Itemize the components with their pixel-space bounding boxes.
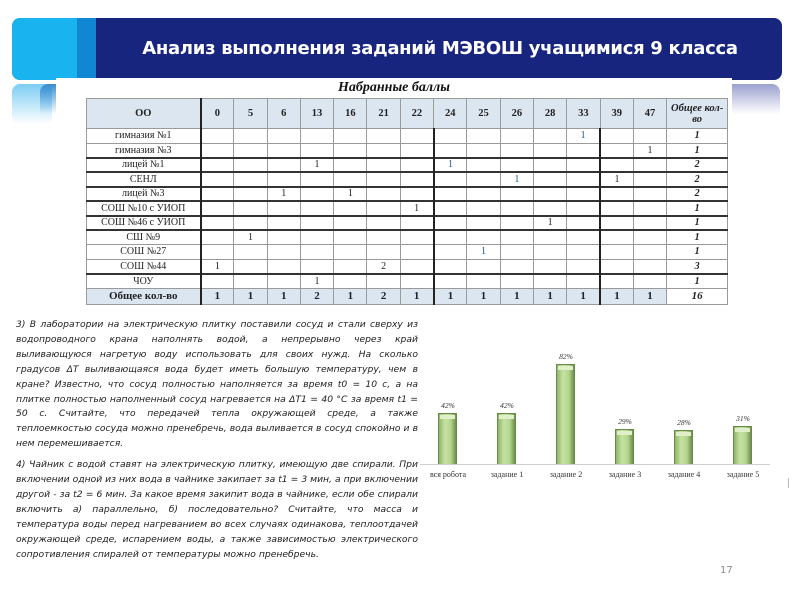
table-row [87, 172, 728, 187]
score-cell [201, 216, 234, 231]
row-school-name: СЕНЛ [87, 172, 201, 187]
score-cell [500, 259, 533, 274]
table-row [87, 201, 728, 216]
score-cell [334, 129, 367, 144]
category-label: задание 2 [549, 470, 583, 479]
score-cell [467, 129, 500, 144]
score-cell [500, 201, 533, 216]
bar-value-label: 42% [500, 400, 514, 410]
score-cell [367, 158, 400, 173]
column-header: 26 [500, 99, 533, 129]
score-cell [234, 245, 267, 260]
score-cell [400, 259, 433, 274]
score-cell [267, 201, 300, 216]
score-cell [434, 187, 467, 202]
score-cell [367, 172, 400, 187]
score-cell [500, 158, 533, 173]
slide-title: Анализ выполнения заданий МЭВОШ учащимися 9 класса [142, 38, 738, 59]
score-cell [533, 201, 566, 216]
row-total: 1 [667, 274, 728, 289]
score-cell [300, 129, 333, 144]
table-row [87, 129, 728, 144]
summary-cell: 1 [201, 288, 234, 304]
scores-table-panel [56, 78, 732, 308]
column-header: Общее кол-во [667, 99, 728, 129]
score-cell [267, 216, 300, 231]
score-cell [600, 201, 633, 216]
score-cell [500, 143, 533, 158]
column-header: 6 [267, 99, 300, 129]
score-cell [533, 274, 566, 289]
table-row [87, 245, 728, 260]
score-cell [633, 274, 666, 289]
row-school-name: гимназия №1 [87, 129, 201, 144]
score-cell [267, 274, 300, 289]
bar-value-label: 42% [441, 400, 455, 410]
score-cell [267, 245, 300, 260]
score-cell [300, 201, 333, 216]
score-cell [334, 172, 367, 187]
column-header: 0 [201, 99, 234, 129]
summary-cell: 2 [300, 288, 333, 304]
score-cell [367, 187, 400, 202]
summary-cell: 1 [400, 288, 433, 304]
score-cell [567, 143, 600, 158]
row-school-name: СОШ №27 [87, 245, 201, 260]
score-cell [367, 216, 400, 231]
score-cell [600, 259, 633, 274]
score-cell [300, 216, 333, 231]
score-cell [334, 201, 367, 216]
column-header: 47 [633, 99, 666, 129]
category-label: вся робота [429, 470, 467, 479]
summary-cell: 1 [467, 288, 500, 304]
score-cell [567, 158, 600, 173]
score-cell: 1 [400, 201, 433, 216]
score-cell [567, 187, 600, 202]
row-school-name: СОШ №44 [87, 259, 201, 274]
score-cell [533, 143, 566, 158]
table-title: Набранные баллы [338, 80, 450, 95]
row-school-name: лицей №1 [87, 158, 201, 173]
category-label: задание 3 [608, 470, 642, 479]
score-cell [400, 129, 433, 144]
score-cell [467, 259, 500, 274]
table-row [87, 216, 728, 231]
header-reflection-right [730, 84, 780, 114]
chart-bar [497, 413, 516, 464]
row-total: 1 [667, 245, 728, 260]
score-cell [234, 201, 267, 216]
row-school-name: ЧОУ [87, 274, 201, 289]
score-cell: 1 [300, 158, 333, 173]
score-cell [500, 274, 533, 289]
score-cell [201, 230, 234, 245]
category-label: задание 1 [490, 470, 524, 479]
score-cell [434, 245, 467, 260]
row-school-name: лицей №3 [87, 187, 201, 202]
score-cell [533, 259, 566, 274]
score-cell [434, 230, 467, 245]
score-cell [567, 216, 600, 231]
score-cell [267, 230, 300, 245]
score-cell [434, 172, 467, 187]
score-cell [567, 201, 600, 216]
row-total: 1 [667, 129, 728, 144]
score-cell [467, 230, 500, 245]
score-cell [300, 230, 333, 245]
score-cell [234, 143, 267, 158]
score-cell [400, 143, 433, 158]
score-cell [234, 259, 267, 274]
summary-cell: 1 [533, 288, 566, 304]
chart-bar [556, 364, 575, 464]
score-cell: 1 [234, 230, 267, 245]
summary-label: Общее кол-во [87, 288, 201, 304]
score-cell [633, 259, 666, 274]
table-row [87, 230, 728, 245]
column-header: 22 [400, 99, 433, 129]
score-cell [567, 172, 600, 187]
score-cell [400, 216, 433, 231]
bar-value-label: 28% [677, 417, 691, 427]
problem-3: 3) В лаборатории на электрическую плитку поставили сосуд и стали сверху из водопроводного крана наполнять водой, а непрерывно через край выливающуюся нагретую воду использовать для своих нужд. На сколько градусов ΔT выливающаяся вода будет иметь большую температуру, чем в кране? Известно, что сосуд полностью наполняется за время t0 = 10 с, а на плитке полностью наполненный сосуд нагревается на ΔT1 = 40 °С за время t1 = 50 с. Считайте, что передачей тепла окружающей среде, а также теплоемкостью сосуда можно пренебречь, вода выливается в сосуд спокойно и в нем перемешивается. [16, 319, 418, 450]
score-cell: 1 [300, 274, 333, 289]
score-cell [600, 274, 633, 289]
row-total: 2 [667, 158, 728, 173]
summary-cell: 1 [600, 288, 633, 304]
score-cell [367, 143, 400, 158]
summary-row [87, 288, 728, 304]
summary-cell: 2 [367, 288, 400, 304]
score-cell [567, 274, 600, 289]
score-cell [334, 158, 367, 173]
score-cell [600, 230, 633, 245]
score-cell [467, 187, 500, 202]
score-cell [600, 129, 633, 144]
score-cell [533, 230, 566, 245]
column-header: 39 [600, 99, 633, 129]
score-cell [533, 245, 566, 260]
score-cell: 1 [434, 158, 467, 173]
header-accent-light [12, 18, 77, 80]
problems-text [16, 318, 418, 569]
score-cell: 1 [334, 187, 367, 202]
page-number: 17 [720, 565, 733, 576]
score-cell: 1 [201, 259, 234, 274]
score-cell [567, 230, 600, 245]
table-row [87, 143, 728, 158]
summary-cell: 1 [633, 288, 666, 304]
table-row [87, 259, 728, 274]
score-cell [334, 274, 367, 289]
score-cell [201, 274, 234, 289]
score-cell [201, 158, 234, 173]
row-total: 1 [667, 216, 728, 231]
score-cell [300, 245, 333, 260]
score-cell [633, 230, 666, 245]
table-row [87, 158, 728, 173]
edge-mark [788, 478, 789, 488]
score-cell [500, 187, 533, 202]
score-cell [633, 172, 666, 187]
score-cell [267, 158, 300, 173]
category-label: задание 5 [726, 470, 760, 479]
bar-value-label: 29% [618, 416, 632, 426]
column-header: ОО [87, 99, 201, 129]
score-cell [467, 158, 500, 173]
score-cell [633, 158, 666, 173]
chart-bar [438, 413, 457, 464]
score-cell: 1 [600, 172, 633, 187]
score-cell [567, 245, 600, 260]
summary-cell: 1 [234, 288, 267, 304]
row-total: 1 [667, 201, 728, 216]
score-cell [400, 158, 433, 173]
row-school-name: гимназия №3 [87, 143, 201, 158]
score-cell [334, 245, 367, 260]
table-body [87, 129, 728, 305]
score-cell: 2 [367, 259, 400, 274]
score-cell [434, 259, 467, 274]
column-header: 24 [434, 99, 467, 129]
score-cell [334, 259, 367, 274]
column-header: 13 [300, 99, 333, 129]
score-cell [267, 143, 300, 158]
score-cell [367, 274, 400, 289]
score-cell [533, 172, 566, 187]
score-cell [434, 216, 467, 231]
row-total: 2 [667, 187, 728, 202]
score-cell [201, 129, 234, 144]
score-cell: 1 [467, 245, 500, 260]
score-cell [500, 216, 533, 231]
summary-cell: 1 [267, 288, 300, 304]
score-cell [234, 158, 267, 173]
column-header: 28 [533, 99, 566, 129]
score-cell [434, 274, 467, 289]
score-cell [234, 172, 267, 187]
table-header-row [87, 99, 728, 129]
grand-total: 16 [667, 288, 728, 304]
score-cell [400, 172, 433, 187]
score-cell [367, 201, 400, 216]
score-cell [267, 172, 300, 187]
score-cell [334, 143, 367, 158]
summary-cell: 1 [434, 288, 467, 304]
row-total: 3 [667, 259, 728, 274]
chart-baseline [420, 464, 770, 465]
score-cell: 1 [567, 129, 600, 144]
problem-4: 4) Чайник с водой ставят на электрическую плитку, имеющую две спирали. При включении одной из них вода в чайнике закипает за t1 = 3 мин, а при включении другой - за t2 = 6 мин. За какое время закипит вода в чайнике, если обе спирали включить а) параллельно, б) последовательно? Считайте, что масса и температура воды перед нагреванием во всех случаях одинакова, теплоотдачей окружающей среде, испарением воды, а также зависимостью электрического сопротивления спиралей от температуры можно пренебречь. [16, 459, 418, 560]
score-cell: 1 [267, 187, 300, 202]
score-cell [300, 259, 333, 274]
score-cell [201, 201, 234, 216]
score-cell [633, 245, 666, 260]
column-header: 16 [334, 99, 367, 129]
score-cell [234, 187, 267, 202]
row-total: 2 [667, 172, 728, 187]
score-cell: 1 [533, 216, 566, 231]
score-cell [201, 172, 234, 187]
score-cell [300, 143, 333, 158]
score-cell [633, 201, 666, 216]
score-cell [434, 129, 467, 144]
score-cell [234, 129, 267, 144]
column-header: 33 [567, 99, 600, 129]
score-cell [434, 143, 467, 158]
score-cell [400, 245, 433, 260]
row-school-name: СШ №9 [87, 230, 201, 245]
score-cell [567, 259, 600, 274]
score-cell [467, 201, 500, 216]
score-cell [500, 129, 533, 144]
bar-value-label: 31% [736, 414, 750, 424]
column-header: 25 [467, 99, 500, 129]
score-cell [434, 201, 467, 216]
score-cell [600, 187, 633, 202]
score-cell [467, 143, 500, 158]
score-cell: 1 [633, 143, 666, 158]
score-cell [633, 129, 666, 144]
summary-cell: 1 [500, 288, 533, 304]
chart-bar [615, 429, 634, 464]
summary-cell: 1 [334, 288, 367, 304]
score-cell [367, 245, 400, 260]
score-cell [633, 216, 666, 231]
score-cell [334, 230, 367, 245]
score-cell [600, 158, 633, 173]
table-row [87, 274, 728, 289]
score-cell [234, 274, 267, 289]
score-cell [334, 216, 367, 231]
score-cell: 1 [500, 172, 533, 187]
score-cell [500, 230, 533, 245]
score-cell [234, 216, 267, 231]
score-cell [201, 245, 234, 260]
score-cell [267, 259, 300, 274]
category-label: задание 4 [667, 470, 701, 479]
score-cell [400, 230, 433, 245]
column-header: 5 [234, 99, 267, 129]
score-cell [201, 143, 234, 158]
score-cell [533, 129, 566, 144]
results-bar-chart [420, 340, 780, 490]
scores-table [86, 98, 728, 305]
score-cell [267, 129, 300, 144]
score-cell [600, 143, 633, 158]
row-school-name: СОШ №10 с УИОП [87, 201, 201, 216]
row-total: 1 [667, 230, 728, 245]
summary-cell: 1 [567, 288, 600, 304]
score-cell [633, 187, 666, 202]
chart-bar [733, 426, 752, 464]
score-cell [300, 172, 333, 187]
score-cell [533, 187, 566, 202]
score-cell [300, 187, 333, 202]
score-cell [467, 216, 500, 231]
table-row [87, 187, 728, 202]
score-cell [467, 274, 500, 289]
score-cell [400, 274, 433, 289]
bar-value-label: 82% [559, 351, 573, 361]
score-cell [600, 245, 633, 260]
score-cell [400, 187, 433, 202]
chart-bar [674, 430, 693, 464]
score-cell [367, 230, 400, 245]
row-school-name: СОШ №46 с УИОП [87, 216, 201, 231]
score-cell [201, 187, 234, 202]
score-cell [467, 172, 500, 187]
score-cell [533, 158, 566, 173]
score-cell [600, 216, 633, 231]
row-total: 1 [667, 143, 728, 158]
score-cell [500, 245, 533, 260]
column-header: 21 [367, 99, 400, 129]
score-cell [367, 129, 400, 144]
